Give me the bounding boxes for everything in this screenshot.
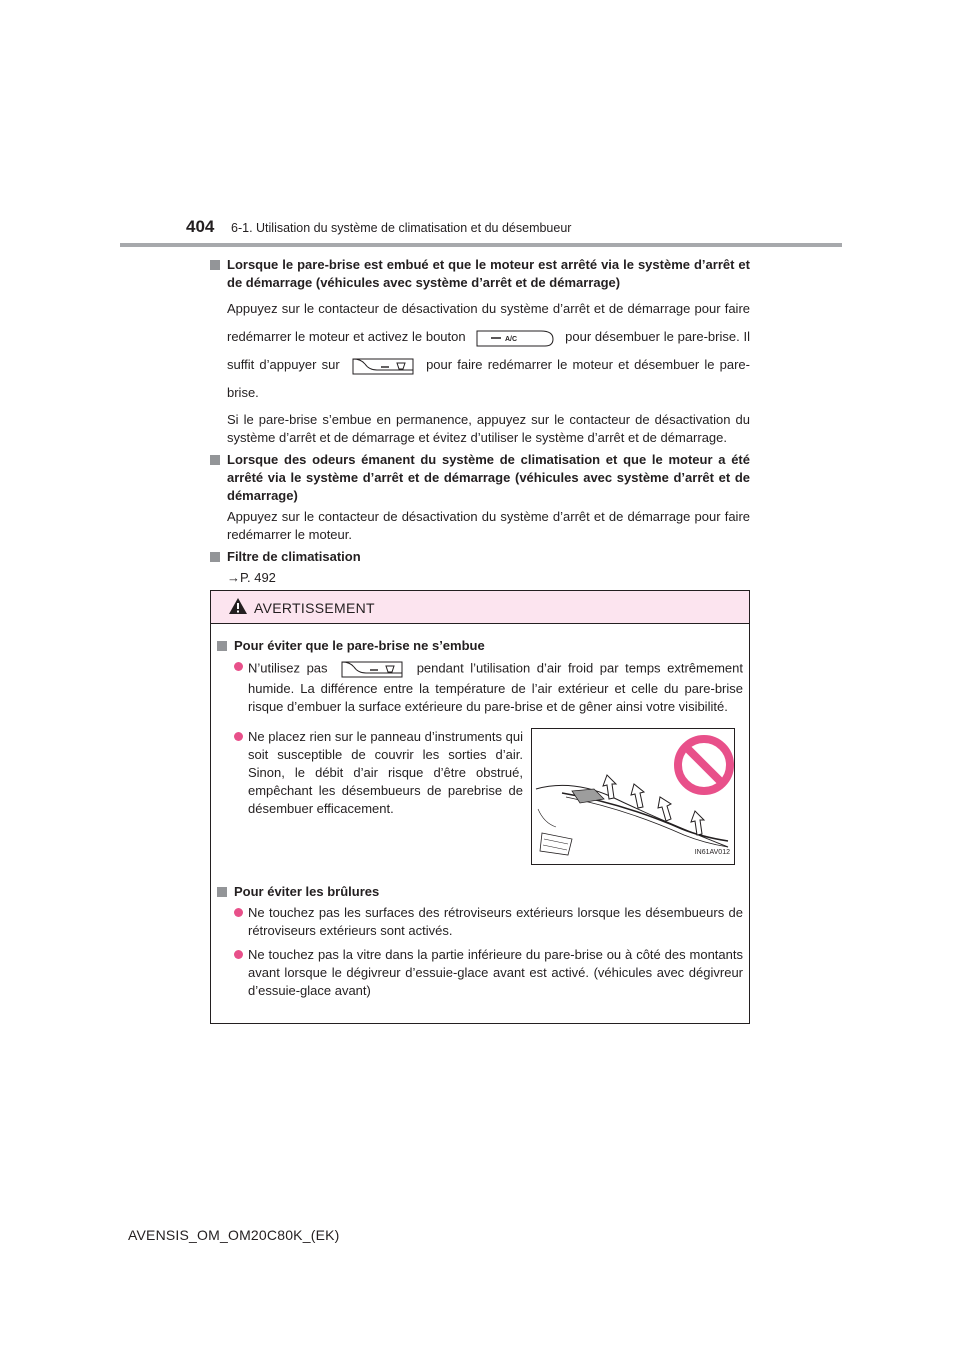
- section-heading: Lorsque le pare-brise est embué et que le moteur est arrêté via le système d’arrêt et de démarrage (véhicules avec système d’arrêt et de démarrage): [210, 256, 750, 292]
- page-reference: →P. 492: [227, 570, 276, 585]
- section-heading: Lorsque des odeurs émanent du système de climatisation et que le moteur a été arrêté via le système d’arrêt et de démarrage (véhicules avec système d’arrêt et de démarrage): [210, 451, 750, 505]
- page-number: 404: [186, 217, 215, 236]
- warning-title: AVERTISSEMENT: [254, 600, 375, 616]
- warning-bullet: Ne touchez pas la vitre dans la partie inférieure du pare-brise ou à côté des montants avant lorsque le dégivreur d’essuie-glace avant est activé. (véhicules avec dégivreur d’essuie-glace avant): [217, 946, 743, 1000]
- header-rule: [120, 243, 842, 247]
- square-bullet-icon: [210, 455, 220, 465]
- windshield-defogger-button-icon: [351, 355, 415, 377]
- warning-split-row: [217, 728, 743, 865]
- defroster-illustration: [531, 728, 735, 865]
- square-bullet-icon: [217, 887, 227, 897]
- ac-button-icon: [475, 327, 555, 349]
- svg-text:A/C: A/C: [505, 335, 518, 343]
- main-content: [210, 256, 750, 591]
- footer-model-code: AVENSIS_OM_OM20C80K_(EK): [128, 1227, 340, 1243]
- section-heading: Filtre de climatisation: [210, 548, 750, 566]
- warning-bullet: N’utilisez pas pendant l’utilisation d’air froid par temps extrêmement humide. La différence entre la température de l’air extérieur et celle du pare-brise risque d’embuer la surface extérieure du pare-brise et de gêner ainsi votre visibilité.: [217, 658, 743, 716]
- square-bullet-icon: [210, 552, 220, 562]
- warning-bullet: Ne touchez pas les surfaces des rétroviseurs extérieurs lorsque les désembueurs de rétroviseurs extérieurs sont activés.: [217, 904, 743, 940]
- section-paragraph: Si le pare-brise s’embue en permanence, appuyez sur le contacteur de désactivation du système d’arrêt et de démarrage et évitez d’utiliser le système d’arrêt et de démarrage.: [227, 412, 750, 445]
- illustration-id: IN61AV012: [694, 849, 730, 856]
- square-bullet-icon: [210, 260, 220, 270]
- warning-box: [210, 590, 750, 1024]
- square-bullet-icon: [217, 641, 227, 651]
- round-bullet-icon: [234, 662, 243, 671]
- warning-heading: Pour éviter les brûlures: [217, 883, 743, 901]
- section-paragraph: Appuyez sur le contacteur de désactivation du système d’arrêt et de démarrage pour faire redémarrer le moteur et activez le bouton A/C pour désembuer le pare-brise. Il suffit d’appuyer sur pour faire redémarrer le moteur et désembuer le pare-brise.: [227, 301, 750, 400]
- windshield-defogger-button-icon: [340, 658, 404, 680]
- round-bullet-icon: [234, 908, 243, 917]
- warning-triangle-icon: [228, 597, 248, 615]
- warning-header: [211, 591, 749, 624]
- warning-bullet: Ne placez rien sur le panneau d’instruments qui soit susceptible de couvrir les sorties d’air. Sinon, le débit d’air risque d’être obstrué, empêchant les désembueurs de parebrise de désembuer efficacement.: [217, 728, 523, 859]
- round-bullet-icon: [234, 950, 243, 959]
- warning-body: [211, 624, 749, 1000]
- warning-heading: Pour éviter que le pare-brise ne s’embue: [217, 637, 743, 655]
- round-bullet-icon: [234, 732, 243, 741]
- chapter-title: 6-1. Utilisation du système de climatisation et du désembueur: [231, 221, 572, 235]
- section-paragraph: Appuyez sur le contacteur de désactivation du système d’arrêt et de démarrage pour faire redémarrer le moteur.: [227, 509, 750, 542]
